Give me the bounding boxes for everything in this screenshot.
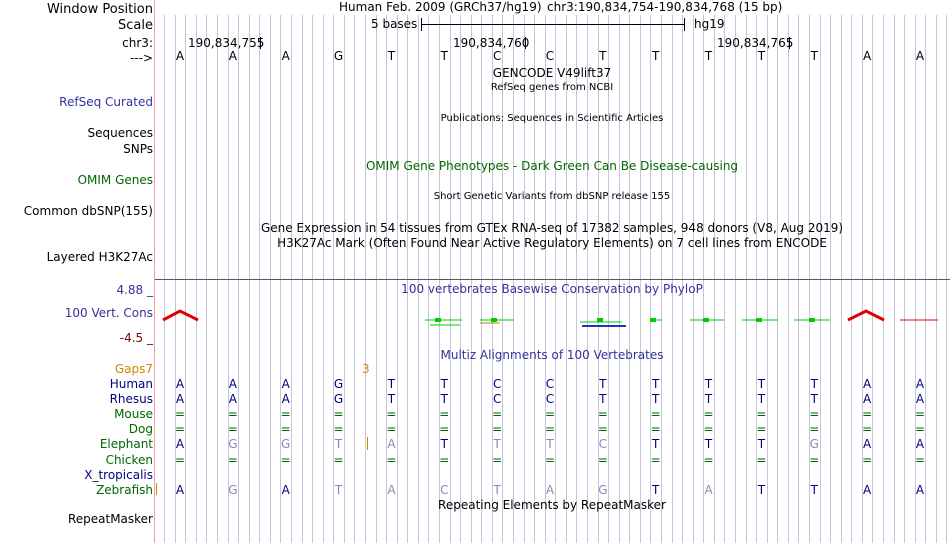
gencode-title[interactable]: GENCODE V49lift37 (492, 66, 612, 80)
aligned-base: A (281, 483, 290, 497)
gaps-left-count: 7 (145, 362, 153, 376)
aligned-base: T (810, 483, 818, 497)
coord-2: 190,834,760 (453, 36, 530, 50)
aligned-base: A (281, 392, 290, 406)
dna-base: A (228, 49, 237, 63)
aligned-base: G (228, 483, 238, 497)
species-label-zebrafish[interactable]: Zebrafish (96, 483, 153, 497)
aligned-base: T (810, 392, 818, 406)
dna-base: T (704, 49, 713, 63)
aligned-base: T (440, 377, 448, 391)
aligned-base: C (598, 437, 608, 451)
dna-base: A (915, 49, 925, 63)
db-name: hg19 (694, 17, 725, 31)
aligned-base: = (703, 453, 714, 467)
phylop-track-label[interactable]: 100 Vert. Cons (64, 306, 153, 320)
aligned-base: = (227, 453, 238, 467)
aligned-base: = (333, 422, 344, 436)
omim-genes-label[interactable]: OMIM Genes (77, 173, 153, 187)
aligned-base: = (650, 453, 661, 467)
phylop-min-label: -4.5 _ (119, 331, 153, 345)
refseq-subtitle: RefSeq genes from NCBI (490, 82, 614, 93)
species-label-x_tropicalis[interactable]: X_tropicalis (84, 468, 153, 482)
phylop-score-mark (491, 318, 497, 322)
aligned-base: T (757, 483, 766, 497)
dna-base: T (652, 49, 660, 63)
aligned-base: A (863, 483, 872, 497)
multiz-title[interactable]: Multiz Alignments of 100 Vertebrates (440, 348, 664, 362)
aligned-base: = (227, 422, 238, 436)
scale-text: 5 bases (371, 17, 418, 31)
aligned-base: = (280, 422, 291, 436)
window-position-label: Window Position (46, 2, 153, 17)
aligned-base: = (597, 422, 608, 436)
position-text[interactable]: chr3:190,834,754-190,834,768 (15 bp) (547, 0, 783, 14)
aligned-base: A (545, 483, 555, 497)
gaps-label (115, 362, 153, 376)
refseq-curated-label[interactable]: RefSeq Curated (59, 95, 153, 109)
aligned-base: = (862, 422, 873, 436)
aligned-base: A (228, 392, 237, 406)
snps-label[interactable]: SNPs (123, 142, 153, 156)
dna-base: A (863, 49, 872, 63)
aligned-base: T (652, 437, 660, 451)
layered-h3k27ac-label[interactable]: Layered H3K27Ac (46, 250, 153, 264)
aligned-base: C (545, 392, 555, 406)
aligned-base: = (862, 407, 873, 421)
aligned-base: = (809, 422, 820, 436)
aligned-base: = (386, 407, 397, 421)
phylop-title[interactable]: 100 vertebrates Basewise Conservation by PhyloP (401, 282, 703, 296)
aligned-base: A (387, 483, 396, 497)
aligned-base: T (652, 483, 660, 497)
aligned-base: A (704, 483, 713, 497)
phylop-score-mark (597, 318, 603, 322)
aligned-base: = (544, 453, 556, 467)
dna-base: T (757, 49, 766, 63)
aligned-base: A (863, 377, 872, 391)
aligned-base: = (756, 453, 767, 467)
scale-label: Scale (118, 18, 153, 33)
aligned-base: T (757, 392, 766, 406)
aligned-base: = (756, 422, 767, 436)
chr-label: chr3: (122, 36, 153, 50)
dna-base: A (175, 49, 185, 63)
dna-base: G (333, 49, 344, 63)
aligned-base: = (280, 407, 291, 421)
aligned-base: G (598, 483, 608, 497)
phylop-score-mark (809, 318, 815, 322)
assembly-title: Human Feb. 2009 (GRCh37/hg19) (339, 0, 542, 14)
aligned-base: = (333, 453, 344, 467)
aligned-base: = (492, 422, 503, 436)
species-label-human[interactable]: Human (109, 377, 153, 391)
aligned-base: A (915, 392, 925, 406)
aligned-base: = (650, 422, 661, 436)
omim-title[interactable]: OMIM Gene Phenotypes - Dark Green Can Be Disease-causing (365, 159, 739, 173)
aligned-base: T (440, 392, 448, 406)
aligned-base: = (756, 407, 767, 421)
aligned-base: C (492, 377, 502, 391)
aligned-base: = (174, 407, 186, 421)
aligned-base: = (914, 407, 926, 421)
aligned-base: = (439, 453, 450, 467)
phylop-max-label: 4.88 _ (116, 283, 153, 297)
aligned-base: = (492, 407, 503, 421)
species-label-mouse[interactable]: Mouse (114, 407, 153, 421)
aligned-base: A (863, 437, 872, 451)
aligned-base: A (175, 483, 185, 497)
aligned-base: T (652, 377, 660, 391)
aligned-base: C (545, 377, 555, 391)
dna-base: C (545, 49, 555, 63)
aligned-base: T (334, 437, 343, 451)
aligned-base: = (174, 422, 186, 436)
gaps-label-text: Gaps (114, 362, 146, 376)
aligned-base: A (175, 437, 185, 451)
dna-base: T (387, 49, 396, 63)
aligned-base: = (703, 422, 714, 436)
aligned-base: T (599, 377, 607, 391)
aligned-base: T (757, 377, 766, 391)
aligned-base: = (544, 422, 556, 436)
aligned-base: = (386, 422, 397, 436)
coord-3: 190,834,765 (717, 36, 794, 50)
aligned-base: T (387, 377, 396, 391)
aligned-base: G (333, 377, 344, 391)
aligned-base: T (334, 483, 343, 497)
aligned-base: = (914, 453, 926, 467)
repeatmasker-title[interactable]: Repeating Elements by RepeatMasker (438, 498, 666, 512)
aligned-base: A (387, 437, 396, 451)
aligned-base: G (281, 437, 291, 451)
aligned-base: A (915, 483, 925, 497)
aligned-base: A (228, 377, 237, 391)
dna-base: T (599, 49, 607, 63)
gaps-right-count: 3 (362, 362, 370, 376)
phylop-score-mark (703, 318, 709, 322)
species-label-dog[interactable]: Dog (128, 422, 153, 436)
aligned-base: A (175, 377, 185, 391)
species-label-chicken[interactable]: Chicken (105, 453, 153, 467)
repeatmasker-label[interactable]: RepeatMasker (67, 512, 153, 526)
publications-title[interactable]: Publications: Sequences in Scientific Articles (440, 113, 664, 124)
aligned-base: = (439, 422, 450, 436)
aligned-base: G (228, 437, 238, 451)
aligned-base: T (599, 392, 607, 406)
aligned-base: = (862, 453, 873, 467)
dbsnp-title[interactable]: Short Genetic Variants from dbSNP release 155 (433, 191, 671, 202)
aligned-base: C (492, 392, 502, 406)
aligned-base: A (863, 392, 872, 406)
aligned-base: = (597, 453, 608, 467)
aligned-base: T (440, 437, 448, 451)
aligned-base: = (650, 407, 661, 421)
dna-base: T (440, 49, 448, 63)
aligned-base: T (652, 392, 660, 406)
aligned-base: A (915, 437, 925, 451)
aligned-base: = (333, 407, 344, 421)
dna-base: C (492, 49, 502, 63)
aligned-base: T (493, 483, 501, 497)
aligned-base: = (492, 453, 503, 467)
aligned-base: T (387, 392, 396, 406)
phylop-score-mark (650, 318, 656, 322)
aligned-base: T (810, 377, 818, 391)
phylop-score-mark (435, 318, 441, 322)
species-label-elephant[interactable]: Elephant (99, 437, 153, 451)
aligned-base: = (280, 453, 291, 467)
aligned-base: A (175, 392, 185, 406)
aligned-base: = (597, 407, 608, 421)
aligned-base: T (546, 437, 554, 451)
aligned-base: = (914, 422, 926, 436)
gtex-title[interactable]: Gene Expression in 54 tissues from GTEx RNA-seq of 17382 samples, 948 donors (V8, Aug 2019) (260, 221, 844, 235)
phylop-score-mark (756, 318, 762, 322)
aligned-base: C (440, 483, 449, 497)
aligned-base: = (544, 407, 556, 421)
aligned-base: = (809, 453, 820, 467)
aligned-base: T (757, 437, 766, 451)
common-dbsnp-label[interactable]: Common dbSNP(155) (23, 204, 153, 218)
species-label-rhesus[interactable]: Rhesus (109, 392, 153, 406)
aligned-base: = (227, 407, 238, 421)
aligned-base: T (704, 392, 713, 406)
aligned-base: A (281, 377, 290, 391)
aligned-base: T (493, 437, 501, 451)
aligned-base: T (704, 377, 713, 391)
dna-base: T (810, 49, 818, 63)
aligned-base: G (809, 437, 819, 451)
aligned-base: T (704, 437, 713, 451)
coord-1: 190,834,755 (188, 36, 265, 50)
aligned-base: = (809, 407, 820, 421)
phylop-peak-mark (848, 311, 884, 320)
aligned-base: A (915, 377, 925, 391)
dna-base: A (281, 49, 290, 63)
aligned-base: = (386, 453, 397, 467)
sequences-label[interactable]: Sequences (87, 126, 153, 140)
aligned-base: = (174, 453, 186, 467)
h3k27ac-title[interactable]: H3K27Ac Mark (Often Found Near Active Regulatory Elements) on 7 cell lines from ENCODE (277, 236, 827, 250)
aligned-base: = (439, 407, 450, 421)
aligned-base: = (703, 407, 714, 421)
aligned-base: G (333, 392, 344, 406)
strand-label: ---> (129, 51, 153, 65)
phylop-peak-mark (163, 311, 198, 320)
